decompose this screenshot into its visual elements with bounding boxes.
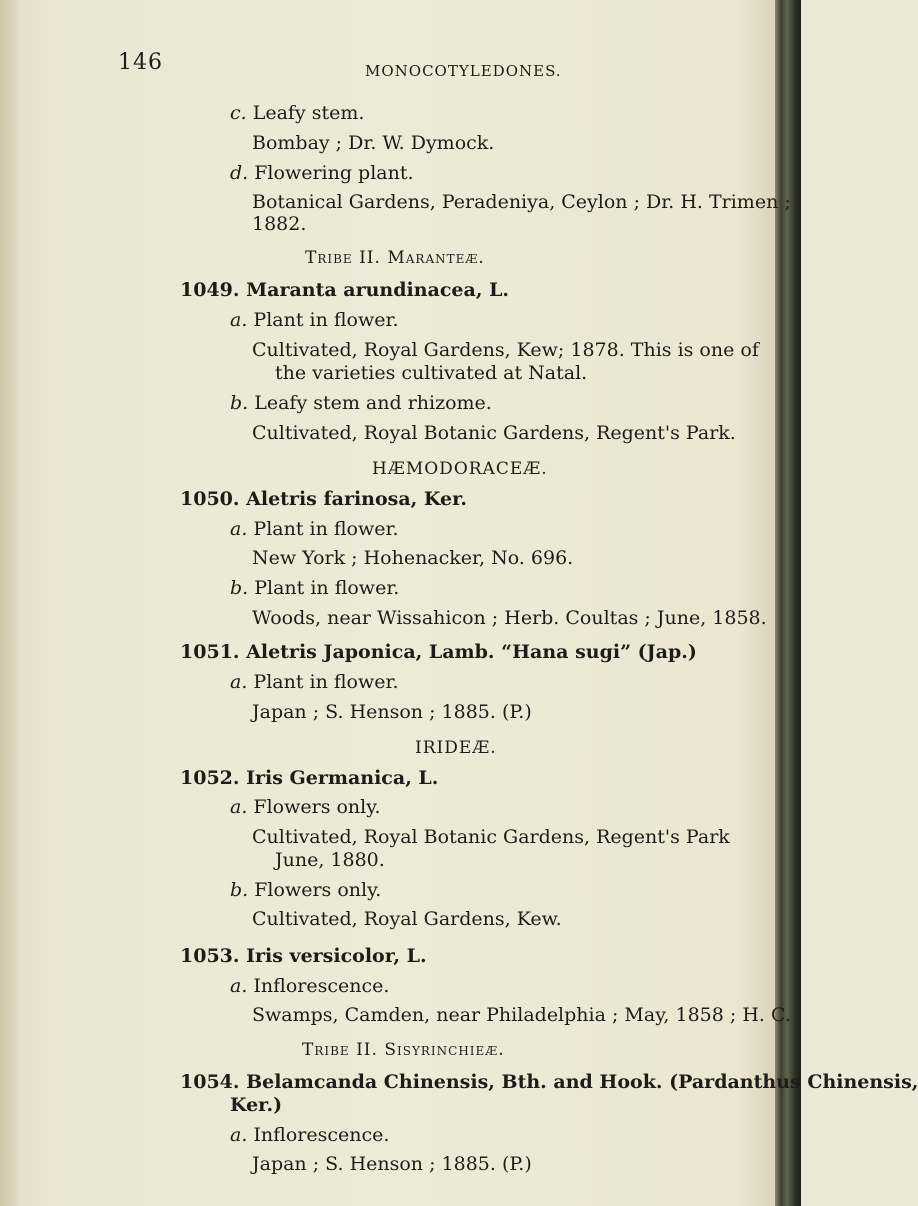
page-number: 146 bbox=[118, 50, 163, 75]
running-head: MONOCOTYLEDONES. bbox=[365, 62, 562, 80]
specimen-label: a. Plant in flower. bbox=[230, 309, 399, 331]
specimen-label: a. Plant in flower. bbox=[230, 518, 399, 540]
page-header bbox=[0, 50, 801, 80]
specimen-detail: Swamps, Camden, near Philadelphia ; May, 1858 ; H. C. bbox=[252, 1004, 791, 1026]
specimen-label: d. Flowering plant. bbox=[230, 162, 414, 184]
item-letter: b. bbox=[230, 879, 249, 901]
specimen-label: a. Inflorescence. bbox=[230, 975, 390, 997]
entry-heading: Ker.) bbox=[230, 1094, 283, 1116]
specimen-detail: June, 1880. bbox=[275, 849, 385, 871]
tribe-heading: Tribe II. Marantеæ. bbox=[305, 248, 485, 268]
item-letter: d. bbox=[230, 162, 249, 184]
specimen-detail: Japan ; S. Henson ; 1885. (P.) bbox=[252, 701, 532, 723]
specimen-label: b. Flowers only. bbox=[230, 879, 382, 901]
specimen-detail: Botanical Gardens, Peradeniya, Ceylon ; Dr. H. Trimen ; bbox=[252, 191, 791, 213]
family-heading: HÆMODORACEÆ. bbox=[372, 459, 548, 479]
specimen-label: a. Inflorescence. bbox=[230, 1124, 390, 1146]
specimen-label: a. Flowers only. bbox=[230, 796, 381, 818]
specimen-detail: Cultivated, Royal Botanic Gardens, Regent's Park. bbox=[252, 422, 736, 444]
specimen-label: a. Plant in flower. bbox=[230, 671, 399, 693]
specimen-detail: Japan ; S. Henson ; 1885. (P.) bbox=[252, 1153, 532, 1175]
item-letter: b. bbox=[230, 577, 249, 599]
specimen-detail: Cultivated, Royal Gardens, Kew. bbox=[252, 908, 562, 930]
item-letter: a. bbox=[230, 1124, 248, 1146]
item-letter: c. bbox=[230, 102, 247, 124]
item-letter: a. bbox=[230, 975, 248, 997]
family-heading: IRIDEÆ. bbox=[415, 738, 497, 758]
entry-heading: 1050. Aletris farinosa, Ker. bbox=[180, 488, 467, 510]
specimen-detail: New York ; Hohenacker, No. 696. bbox=[252, 547, 574, 569]
specimen-detail: Bombay ; Dr. W. Dymock. bbox=[252, 132, 495, 154]
entry-heading: 1053. Iris versicolor, L. bbox=[180, 945, 427, 967]
item-letter: a. bbox=[230, 518, 248, 540]
item-letter: a. bbox=[230, 796, 248, 818]
specimen-detail: Woods, near Wissahicon ; Herb. Coultas ; June, 1858. bbox=[252, 607, 767, 629]
specimen-label: b. Plant in flower. bbox=[230, 577, 400, 599]
entry-heading: 1051. Aletris Japonica, Lamb. “Hana sugi” (Jap.) bbox=[180, 641, 697, 663]
specimen-detail: Cultivated, Royal Botanic Gardens, Regent's Park bbox=[252, 826, 730, 848]
tribe-heading: Tribe II. Sisyrinchieæ. bbox=[302, 1040, 505, 1060]
specimen-label: c. Leafy stem. bbox=[230, 102, 365, 124]
specimen-detail: the varieties cultivated at Natal. bbox=[275, 362, 588, 384]
entry-heading: 1054. Belamcanda Chinensis, Bth. and Hook. (Pardanthus Chinensis, bbox=[180, 1071, 918, 1093]
item-letter: a. bbox=[230, 671, 248, 693]
specimen-label: b. Leafy stem and rhizome. bbox=[230, 392, 492, 414]
item-letter: a. bbox=[230, 309, 248, 331]
page-gutter bbox=[0, 0, 20, 1206]
specimen-detail: Cultivated, Royal Gardens, Kew; 1878. This is one of bbox=[252, 339, 759, 361]
item-letter: b. bbox=[230, 392, 249, 414]
specimen-detail: 1882. bbox=[252, 213, 307, 235]
entry-heading: 1052. Iris Germanica, L. bbox=[180, 767, 439, 789]
entry-heading: 1049. Maranta arundinacea, L. bbox=[180, 279, 510, 301]
